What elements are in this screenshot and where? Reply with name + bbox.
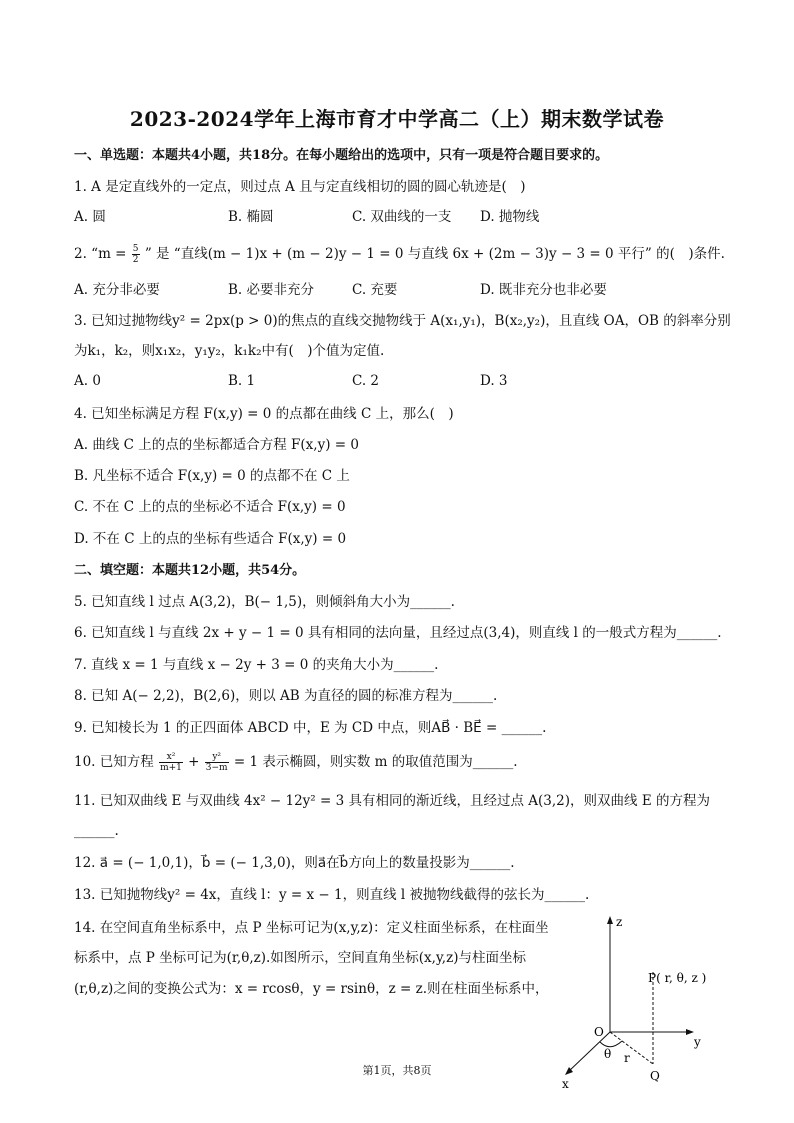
question-11-blank: ______. [74, 823, 119, 839]
question-11: 11. 已知双曲线 E 与双曲线 4x² − 12y² = 3 具有相同的渐近线，且经过点 A(3,2)，则双曲线 E 的方程为 [74, 793, 710, 809]
question-2-option-a: A. 充分非必要 [74, 282, 160, 298]
question-3-option-a: A. 0 [74, 373, 101, 389]
question-4-option-a: A. 曲线 C 上的点的坐标都适合方程 F(x,y) = 0 [74, 437, 359, 453]
question-2-option-c: C. 充要 [352, 282, 398, 298]
question-10 [74, 752, 518, 773]
section-single-choice-heading: 一、单选题：本题共4小题，共18分。在每小题给出的选项中，只有一项是符合题目要求的。 [74, 148, 609, 163]
y-axis-label: y [694, 1035, 701, 1049]
radius-segment-oq [610, 1032, 653, 1064]
question-4-option-b: B. 凡坐标不适合 F(x,y) = 0 的点都不在 C 上 [74, 468, 350, 484]
theta-label: θ [604, 1047, 612, 1061]
point-p-label: P( r, θ, z ) [648, 971, 707, 985]
page-footer: 第1页，共8页 [362, 1064, 432, 1077]
question-3-option-b: B. 1 [228, 373, 256, 389]
question-14-line-1: 14. 在空间直角坐标系中，点 P 坐标可记为(x,y,z)：定义柱面坐标系，在柱面坐 [74, 920, 549, 936]
question-2-fraction [132, 244, 140, 265]
question-2-fraction-numerator: 5 [132, 244, 139, 254]
question-4-option-c: C. 不在 C 上的点的坐标必不适合 F(x,y) = 0 [74, 499, 346, 515]
question-10-fraction-x-numerator: x² [159, 752, 183, 763]
question-10-suffix: = 1 表示椭圆，则实数 m 的取值范围为______. [233, 754, 518, 770]
theta-arc [600, 1041, 622, 1047]
question-2-option-b: B. 必要非充分 [228, 282, 315, 298]
radius-label: r [624, 1051, 630, 1065]
question-6: 6. 已知直线 l 与直线 2x + y − 1 = 0 具有相同的法向量，且经过点(3,4)，则直线 l 的一般式方程为______. [74, 625, 722, 641]
question-10-fraction-x-denominator: m+1 [160, 763, 182, 773]
question-10-prefix: 10. 已知方程 [74, 754, 154, 770]
question-8: 8. 已知 A(− 2,2)，B(2,6)，则以 AB 为直径的圆的标准方程为______. [74, 688, 498, 704]
question-1-option-c: C. 双曲线的一支 [352, 209, 452, 225]
question-4-stem: 4. 已知坐标满足方程 F(x,y) = 0 的点都在曲线 C 上，那么( ) [74, 406, 454, 422]
question-2-fraction-denominator: 2 [132, 255, 139, 265]
z-axis-label: z [616, 915, 623, 929]
question-13: 13. 已知抛物线y² = 4x，直线 l：y = x − 1，则直线 l 被抛物线截得的弦长为______. [74, 887, 590, 903]
question-9: 9. 已知棱长为 1 的正四面体 ABCD 中，E 为 CD 中点，则AB⃗ · BE⃗ = ______. [74, 720, 547, 736]
y-axis-arrow [686, 1029, 694, 1035]
question-5: 5. 已知直线 l 过点 A(3,2)，B(− 1,5)，则倾斜角大小为______. [74, 594, 455, 610]
question-14-line-2: 标系中，点 P 坐标可记为(r,θ,z).如图所示，空间直角坐标(x,y,z)与柱面坐标 [74, 950, 526, 966]
question-10-fraction-y [205, 752, 229, 773]
question-10-fraction-y-denominator: 3−m [205, 763, 228, 773]
question-2-option-d: D. 既非充分也非必要 [480, 282, 607, 298]
question-2-prefix: 2. “m = [74, 246, 127, 262]
section-fill-blank-heading: 二、填空题：本题共12小题，共54分。 [74, 563, 306, 578]
question-10-fraction-x [159, 752, 183, 773]
question-3-option-d: D. 3 [480, 373, 508, 389]
question-3-option-c: C. 2 [352, 373, 380, 389]
question-3-stem: 3. 已知过抛物线y² = 2px(p > 0)的焦点的直线交抛物线于 A(x₁,y₁)，B(x₂,y₂)，且直线 OA，OB 的斜率分别 [74, 313, 731, 329]
x-axis-label: x [562, 1077, 569, 1091]
question-10-plus: + [188, 754, 204, 770]
question-4-option-d: D. 不在 C 上的点的坐标有些适合 F(x,y) = 0 [74, 531, 347, 547]
question-10-fraction-y-numerator: y² [205, 752, 229, 763]
z-axis-arrow [607, 916, 613, 924]
question-1-option-d: D. 抛物线 [480, 209, 540, 225]
question-2-suffix: ” 是 “直线(m − 1)x + (m − 2)y − 1 = 0 与直线 6x + (2m − 3)y − 3 = 0 平行” 的( )条件. [144, 246, 725, 262]
point-q-label: Q [650, 1069, 660, 1083]
question-1-option-b: B. 椭圆 [228, 209, 274, 225]
origin-label: O [594, 1025, 604, 1039]
exam-title: 2023-2024学年上海市育才中学高二（上）期末数学试卷 [129, 107, 665, 131]
question-14-line-3: (r,θ,z)之间的变换公式为：x = rcosθ，y = rsinθ，z = z.则在柱面坐标系中， [74, 981, 549, 997]
question-1-option-a: A. 圆 [74, 209, 106, 225]
question-7: 7. 直线 x = 1 与直线 x − 2y + 3 = 0 的夹角大小为______. [74, 657, 439, 673]
question-1-stem: 1. A 是定直线外的一定点，则过点 A 且与定直线相切的圆的圆心轨迹是( ) [74, 179, 526, 195]
question-3-stem-continued: 为k₁，k₂，则x₁x₂，y₁y₂，k₁k₂中有( )个值为定值. [74, 343, 385, 359]
question-12: 12. a⃗ = (− 1,0,1)，b⃗ = (− 1,3,0)，则a⃗在b⃗方向上的数量投影为______. [74, 855, 515, 871]
question-2-stem [74, 244, 725, 265]
